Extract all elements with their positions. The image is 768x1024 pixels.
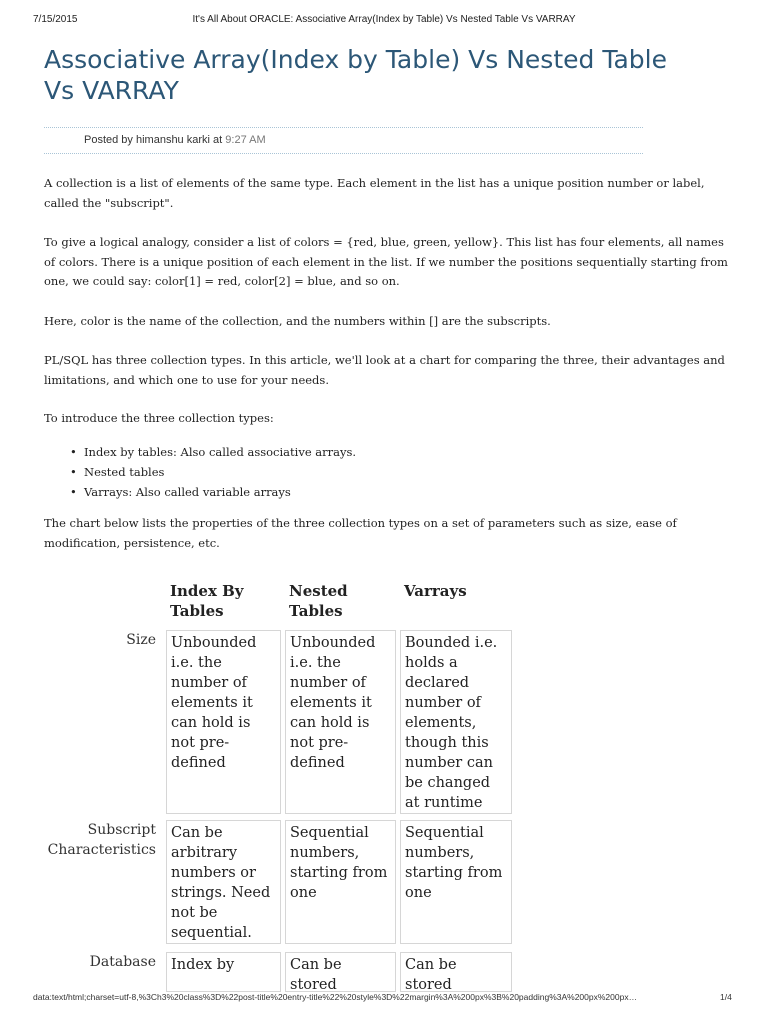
paragraph-chart-intro: The chart below lists the properties of the three collection types on a set of parameters such as size, ease of modification, persistence, etc. (44, 516, 677, 550)
table-cell: Sequential numbers, starting from one (400, 820, 512, 944)
print-footer-url: data:text/html;charset=utf-8,%3Ch3%20class%3D%22post-title%20entry-title%22%20style%3D%22margin%3A%200px%3B%20padding%3A%200px%200px… (33, 992, 638, 1002)
column-header-index-by-tables: Index By Tables (170, 582, 244, 620)
print-date: 7/15/2015 (33, 14, 78, 25)
table-cell: Index by (166, 952, 281, 992)
table-cell: Unbounded i.e. the number of elements it can hold is not pre-defined (166, 630, 281, 814)
column-header-varrays: Varrays (404, 582, 467, 600)
post-title: Associative Array(Index by Table) Vs Nested Table Vs VARRAY (44, 45, 667, 105)
print-doc-title: It's All About ORACLE: Associative Array(Index by Table) Vs Nested Table Vs VARRAY (192, 14, 576, 25)
byline-prefix: Posted by (84, 134, 133, 146)
table-cell: Unbounded i.e. the number of elements it can hold is not pre-defined (285, 630, 396, 814)
table-cell: Can be stored (285, 952, 396, 992)
paragraph-subscripts: Here, color is the name of the collection, and the numbers within [] are the subscripts. (44, 314, 551, 328)
table-cell: Can be stored (400, 952, 512, 992)
paragraph-intro: A collection is a list of elements of the same type. Each element in the list has a unique position number or label, called the "subscript". (44, 176, 705, 210)
row-header-size: Size (126, 632, 156, 648)
divider-top (44, 127, 643, 128)
collection-type-list (70, 442, 356, 502)
author-link[interactable]: himanshu karki (135, 134, 210, 146)
row-header-database: Database (89, 954, 156, 970)
table-cell: Can be arbitrary numbers or strings. Need not be sequential. (166, 820, 281, 944)
list-item: • Index by tables: Also called associative arrays. (70, 442, 356, 462)
list-item: • Varrays: Also called variable arrays (70, 482, 356, 502)
column-header-nested-tables: Nested Tables (289, 582, 348, 620)
print-page-number: 1/4 (720, 992, 732, 1002)
paragraph-collection-types: PL/SQL has three collection types. In this article, we'll look at a chart for comparing the three, their advantages and limitations, and which one to use for your needs. (44, 353, 725, 387)
list-item: • Nested tables (70, 462, 356, 482)
paragraph-analogy: To give a logical analogy, consider a list of colors = {red, blue, green, yellow}. This list has four elements, all names of colors. There is a unique position of each element in the list. If we number the positions sequentially starting from one, we could say: color[1] = red, color[2] = blue, and so on. (44, 235, 728, 288)
paragraph-introduce: To introduce the three collection types: (44, 411, 274, 425)
table-cell: Bounded i.e. holds a declared number of elements, though this number can be changed at runtime (400, 630, 512, 814)
divider-bottom (44, 153, 643, 154)
post-time-link[interactable]: 9:27 AM (225, 134, 266, 146)
byline-at: at (213, 134, 223, 146)
row-header-subscript: Subscript Characteristics (47, 822, 156, 858)
table-cell: Sequential numbers, starting from one (285, 820, 396, 944)
post-byline (84, 134, 266, 146)
